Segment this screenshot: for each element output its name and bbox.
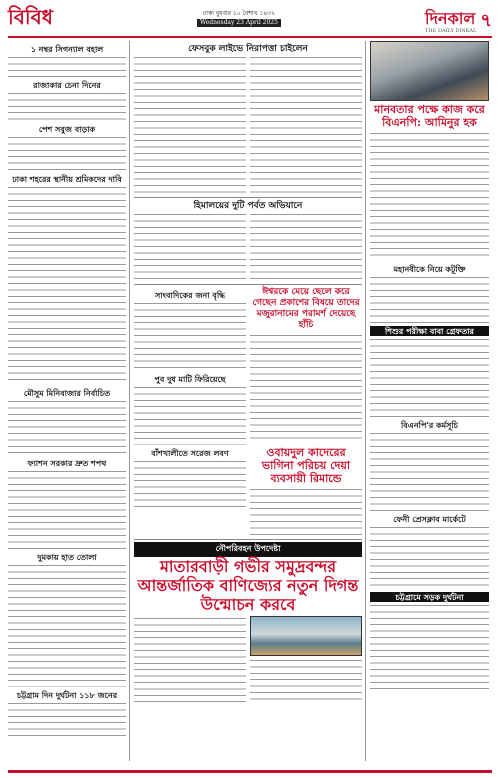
article-headline[interactable]: চট্টগ্রামে সড়ক দুর্ঘটনা (370, 592, 489, 602)
date-bangla: ঢাকা বুধবার ১০ বৈশাখ ১৪৩২ (202, 10, 276, 17)
brand (425, 6, 492, 37)
dateline (197, 10, 281, 27)
article-headline[interactable]: রাজাকার চেনা দিনের (33, 80, 101, 90)
article-headline[interactable]: পেশ সবুজ বাড়াক (38, 124, 96, 134)
lead-headline[interactable]: মাতারবাড়ী গভীর সমুদ্রবন্দর আন্তর্জাতিক বাণিজ্যের নতুন দিগন্ত উন্মোচন করবে (137, 557, 359, 614)
center-area (134, 41, 366, 761)
article-headline[interactable]: ১ নম্বর সিগন্যাল বহাল (30, 44, 104, 54)
brand-tagline: THE DAILY DINKAL (425, 27, 477, 34)
article-headline[interactable]: ওবায়দুল কাদেরের ভাগিনা পরিচয় দেয়া ব্যবসায়ী রিমান্ডে (261, 446, 351, 485)
newspaper-logo: দিনকাল (425, 8, 476, 28)
right-column (370, 41, 492, 761)
lead-kicker: নৌপরিবহন উপদেষ্টা (134, 542, 362, 557)
article-headline[interactable]: ফেসবুক লাইভে নিরাপত্তা চাইলেন (188, 44, 308, 54)
article-headline[interactable]: ফ্যাশন সরকার দ্রুত শপথ (27, 458, 107, 468)
article-headline[interactable]: বিএনপি'র কর্মসূচি (401, 420, 458, 430)
article-headline[interactable]: চট্টগ্রাম দিন দুর্ঘটনা ১১৮ জনের (16, 690, 118, 700)
article-headline[interactable]: মৌসুম মিনিবাজার নির্বাচিত (23, 388, 111, 398)
article-headline[interactable]: মানবতার পক্ষে কাজ করে বিএনপি: আমিনুর হক (374, 103, 485, 129)
article-photo (370, 41, 489, 101)
article-headline[interactable]: ফেনী প্রেসক্লাব মার্কেটে (393, 514, 466, 524)
article-headline[interactable]: মহানবীকে নিয়ে কটূক্তি (393, 264, 466, 274)
article-headline[interactable]: পুব দুধ মাটি ফিরিয়েছে (154, 374, 226, 384)
section-name: বিবিধ (8, 5, 53, 29)
left-column (8, 41, 130, 761)
lead-photo (250, 616, 362, 656)
article-headline[interactable]: ঢাকা শহরের স্থানীয় শ্রমিকদের দাবি (12, 174, 122, 184)
article-headline[interactable]: শিশুর পরীক্ষা বাবা গ্রেফতার (370, 326, 489, 336)
article-headline[interactable]: ঈশ্বরকে মেয়ে ছেলে করে গেছেন প্রকাশের বিষয়ে তাদের মজুরানামের পরামর্শ দেয়েছে হাঁচি (252, 287, 360, 330)
article-headline[interactable]: হিমালয়ের দুটি পর্বত অভিযানে (193, 201, 303, 211)
article-headline[interactable]: দুমকায় হাত তোলা (37, 552, 97, 562)
masthead (8, 6, 492, 38)
article-headline[interactable]: সাংবাদিকের জনা বৃদ্ধি (155, 290, 225, 300)
page-number: ৭ (480, 10, 492, 31)
footer-stripe (8, 770, 492, 773)
article-headline[interactable]: বাঁশখালীতে সরেজ লবণ (151, 448, 229, 458)
date-english: Wednesday 23 April 2025 (197, 19, 281, 27)
